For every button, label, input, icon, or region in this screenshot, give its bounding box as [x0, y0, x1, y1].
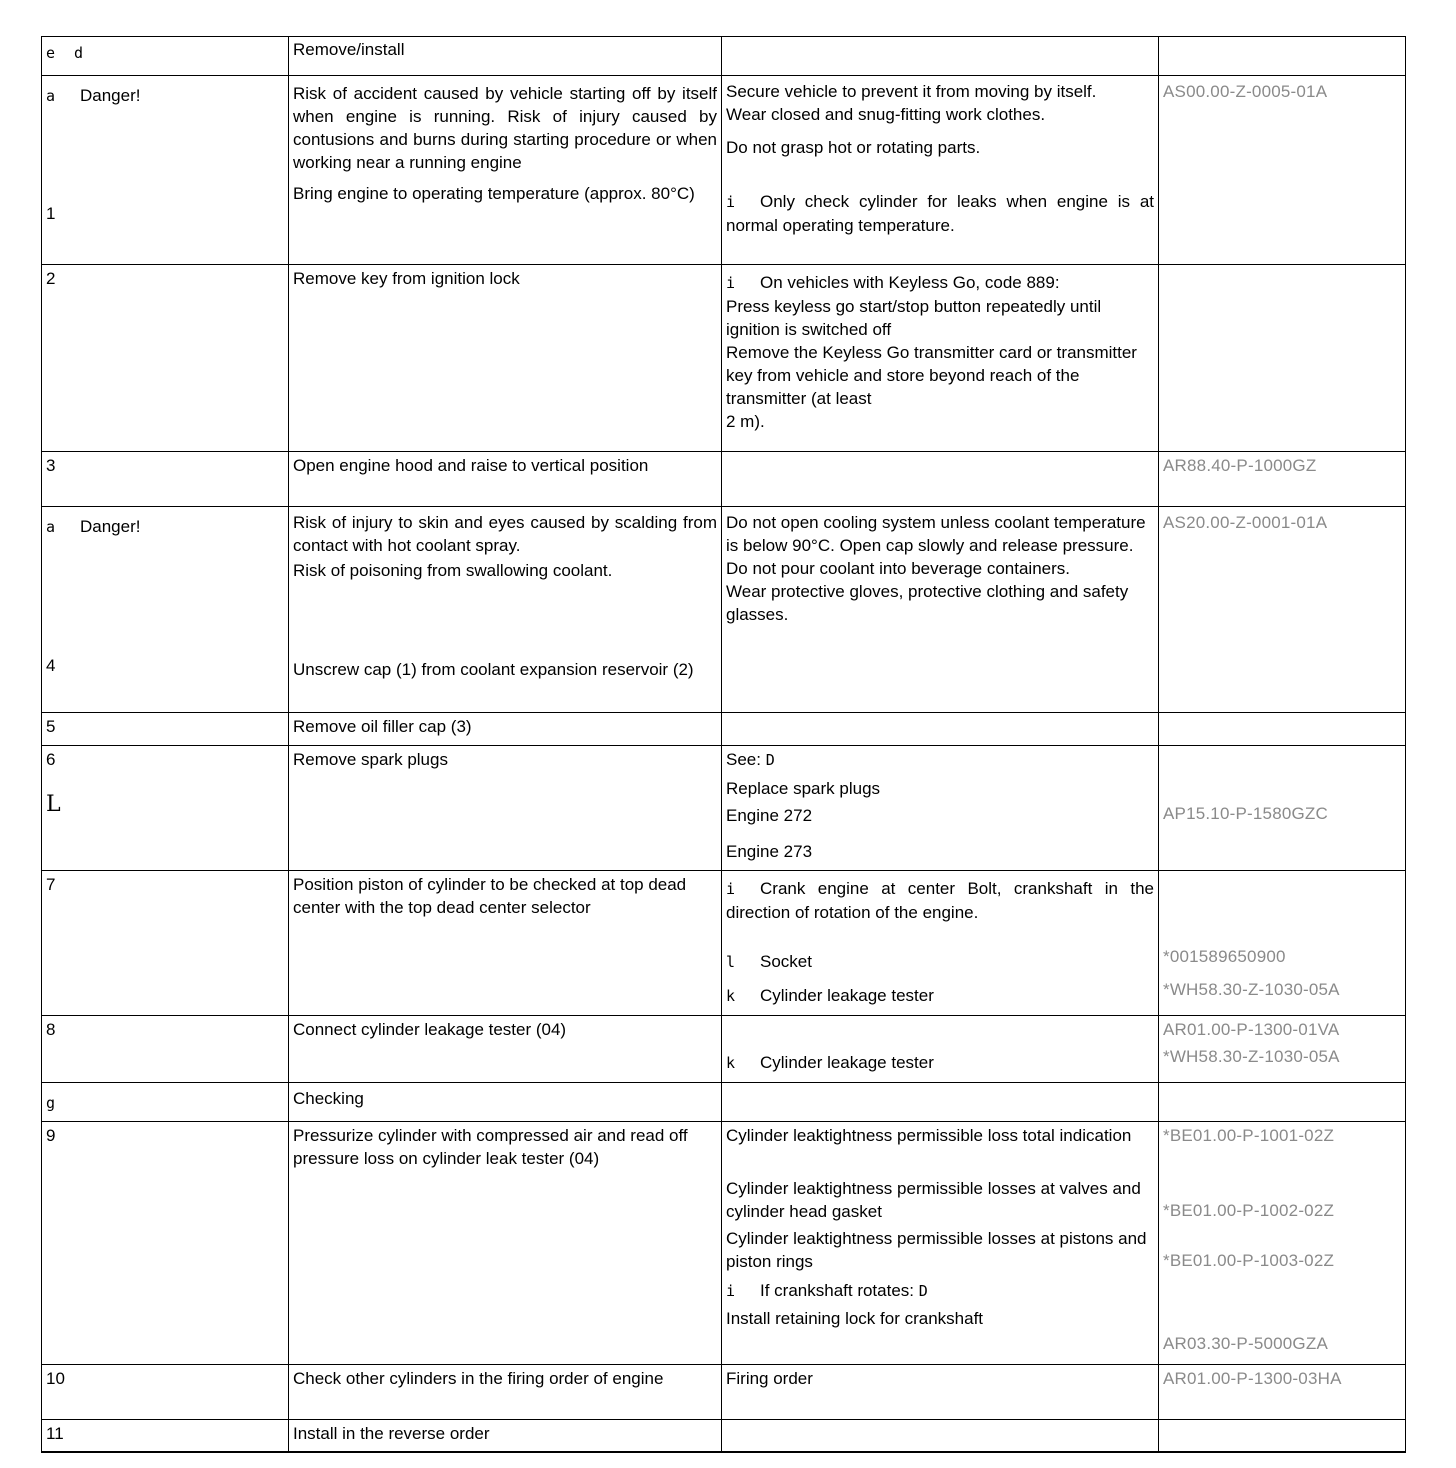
- spec-text: Cylinder leaktightness permissible loss total indication: [726, 1126, 1132, 1145]
- document-icon: D: [918, 1282, 928, 1300]
- info-icon: i: [726, 193, 736, 211]
- step-number: 1: [46, 204, 56, 223]
- tool-item: k Cylinder leakage tester: [726, 984, 1154, 1008]
- table-row: [42, 1365, 1405, 1420]
- info-note: i Crank engine at center Bolt, crankshaft in the direction of rotation of the engine.: [726, 879, 1154, 922]
- measure-text: Do not grasp hot or rotating parts.: [726, 138, 981, 157]
- table-row: [42, 1083, 1405, 1122]
- tool-item: l Socket: [726, 950, 1154, 974]
- table-row: [42, 265, 1405, 452]
- action-text: Remove spark plugs: [289, 746, 722, 870]
- action-text: Position piston of cylinder to be checked at top dead center with the top dead center selector: [289, 871, 722, 1015]
- action-text: Remove oil filler cap (3): [289, 713, 722, 745]
- reference-cell: [1159, 871, 1405, 1015]
- warning-icon: a: [46, 518, 56, 536]
- action-cell: [289, 76, 722, 264]
- risk-text: Risk of accident caused by vehicle starting off by itself when engine is running. Risk of injury caused by contusions and burns during starting procedure or when working near a running engine: [293, 84, 717, 172]
- measures-cell: [722, 871, 1159, 1015]
- link-text[interactable]: Install retaining lock for crankshaft: [726, 1309, 984, 1328]
- measures-cell: [722, 76, 1159, 264]
- danger-label: a Danger!: [46, 84, 284, 108]
- step-number: 2: [42, 265, 289, 451]
- measures-cell: [722, 1083, 1159, 1121]
- reference-link[interactable]: AR03.30-P-5000GZA: [1163, 1334, 1328, 1353]
- action-cell: [289, 507, 722, 712]
- section-title: Checking: [289, 1083, 722, 1121]
- link-text[interactable]: Engine 273: [726, 842, 813, 861]
- header-symbol-cell: [42, 37, 289, 75]
- measures-cell: [722, 507, 1159, 712]
- step-number: 11: [42, 1420, 289, 1451]
- measure-text: Wear protective gloves, protective clothing and safety glasses.: [726, 582, 1129, 624]
- header-symbol: e: [46, 44, 56, 62]
- header-title-cell: [289, 37, 722, 75]
- risk-text: Risk of poisoning from swallowing coolant.: [293, 561, 613, 580]
- reference-link[interactable]: *BE01.00-P-1003-02Z: [1163, 1251, 1335, 1270]
- table-row: [42, 452, 1405, 507]
- step-number: 3: [42, 452, 289, 506]
- header-title: Remove/install: [293, 40, 405, 59]
- action-text: Install in the reverse order: [289, 1420, 722, 1451]
- step-number: 10: [42, 1365, 289, 1419]
- action-text: Pressurize cylinder with compressed air and read off pressure loss on cylinder leak tester (04): [289, 1122, 722, 1364]
- reference-link[interactable]: AR01.00-P-1300-03HA: [1163, 1369, 1342, 1388]
- action-text: Check other cylinders in the firing order of engine: [289, 1365, 722, 1419]
- step-number: 5: [42, 713, 289, 745]
- document-icon: D: [765, 751, 775, 769]
- reference-cell: [1159, 76, 1405, 264]
- reference-cell: [1159, 1420, 1405, 1451]
- action-text: Remove key from ignition lock: [289, 265, 722, 451]
- risk-text: Risk of injury to skin and eyes caused by scalding from contact with hot coolant spray.: [293, 513, 717, 555]
- step-cell: [42, 746, 289, 870]
- socket-icon: l: [726, 953, 736, 971]
- step-cell: [42, 76, 289, 264]
- table-row: [42, 713, 1405, 746]
- table-row: [42, 1122, 1405, 1365]
- action-text: Bring engine to operating temperature (approx. 80°C): [293, 184, 695, 203]
- reference-cell: [1159, 713, 1405, 745]
- table-row: [42, 871, 1405, 1016]
- step-number: 6: [46, 750, 56, 769]
- measures-cell: [722, 713, 1159, 745]
- spec-text: Cylinder leaktightness permissible losses at valves and cylinder head gasket: [726, 1179, 1141, 1221]
- reference-link[interactable]: AR01.00-P-1300-01VA: [1163, 1020, 1340, 1039]
- reference-link[interactable]: *WH58.30-Z-1030-05A: [1163, 1047, 1340, 1066]
- reference-cell: [1159, 265, 1405, 451]
- reference-link[interactable]: *001589650900: [1163, 947, 1286, 966]
- table-header-row: [42, 37, 1405, 76]
- section-icon: g: [42, 1083, 289, 1121]
- reference-cell: [1159, 452, 1405, 506]
- step-cell: [42, 507, 289, 712]
- tester-icon: k: [726, 1054, 736, 1072]
- spec-text: Cylinder leaktightness permissible losses at pistons and piston rings: [726, 1229, 1147, 1271]
- header-empty-cell-4: [1159, 37, 1405, 75]
- tool-icon: L: [46, 792, 61, 817]
- measure-text: Do not open cooling system unless coolant temperature is below 90°C. Open cap slowly and release pressure. Do not pour coolant into beverage containers.: [726, 513, 1146, 578]
- table-row: [42, 746, 1405, 871]
- table-row: [42, 1016, 1405, 1083]
- info-icon: i: [726, 1282, 736, 1300]
- measure-text: Secure vehicle to prevent it from moving by itself.: [726, 82, 1097, 101]
- reference-cell: [1159, 507, 1405, 712]
- reference-cell: [1159, 746, 1405, 870]
- reference-link[interactable]: AP15.10-P-1580GZC: [1163, 804, 1328, 823]
- reference-cell: [1159, 1016, 1405, 1082]
- info-icon: i: [726, 880, 736, 898]
- info-note: i If crankshaft rotates: D: [726, 1279, 1154, 1303]
- step-number: 8: [42, 1016, 289, 1082]
- reference-link[interactable]: AS00.00-Z-0005-01A: [1163, 82, 1328, 101]
- link-text[interactable]: Replace spark plugs: [726, 779, 881, 798]
- reference-cell: [1159, 1122, 1405, 1364]
- reference-link[interactable]: AR88.40-P-1000GZ: [1163, 456, 1317, 475]
- info-note: i Only check cylinder for leaks when engine is at normal operating temperature.: [726, 192, 1154, 235]
- action-text: Open engine hood and raise to vertical position: [289, 452, 722, 506]
- header-symbol-2: d: [73, 44, 83, 62]
- danger-label: a Danger!: [46, 515, 284, 539]
- measures-cell: [722, 1122, 1159, 1364]
- link-text[interactable]: Firing order: [722, 1365, 1159, 1419]
- warning-icon: a: [46, 87, 56, 105]
- reference-link[interactable]: *BE01.00-P-1002-02Z: [1163, 1201, 1335, 1220]
- measures-cell: [722, 452, 1159, 506]
- table-row: [42, 507, 1405, 713]
- action-text: Connect cylinder leakage tester (04): [289, 1016, 722, 1082]
- step-number: 7: [42, 871, 289, 1015]
- step-number: 4: [46, 656, 56, 675]
- table-row: [42, 1420, 1405, 1451]
- measure-text: Wear closed and snug-fitting work clothes.: [726, 105, 1046, 124]
- link-text[interactable]: Engine 272: [726, 806, 813, 825]
- reference-link[interactable]: *BE01.00-P-1001-02Z: [1163, 1126, 1335, 1145]
- reference-cell: [1159, 1083, 1405, 1121]
- header-empty-cell-3: [722, 37, 1159, 75]
- reference-link[interactable]: AS20.00-Z-0001-01A: [1163, 513, 1328, 532]
- reference-link[interactable]: *WH58.30-Z-1030-05A: [1163, 980, 1340, 999]
- measures-cell: [722, 1420, 1159, 1451]
- action-text: Unscrew cap (1) from coolant expansion reservoir (2): [293, 660, 694, 679]
- tool-item: k Cylinder leakage tester: [722, 1016, 1159, 1082]
- info-note: i On vehicles with Keyless Go, code 889: Press keyless go start/stop button repeatedly until ignition is switched off Remove the Keyless Go transmitter card or transmitter key from vehicle and store beyond reach of the transmitter (at least 2 m).: [722, 265, 1159, 451]
- info-icon: i: [726, 274, 736, 292]
- reference-cell: [1159, 1365, 1405, 1419]
- procedure-table: [41, 36, 1406, 1453]
- see-label: See:: [726, 750, 761, 769]
- step-number: 9: [42, 1122, 289, 1364]
- measures-cell: [722, 746, 1159, 870]
- table-row: [42, 76, 1405, 265]
- tester-icon: k: [726, 987, 736, 1005]
